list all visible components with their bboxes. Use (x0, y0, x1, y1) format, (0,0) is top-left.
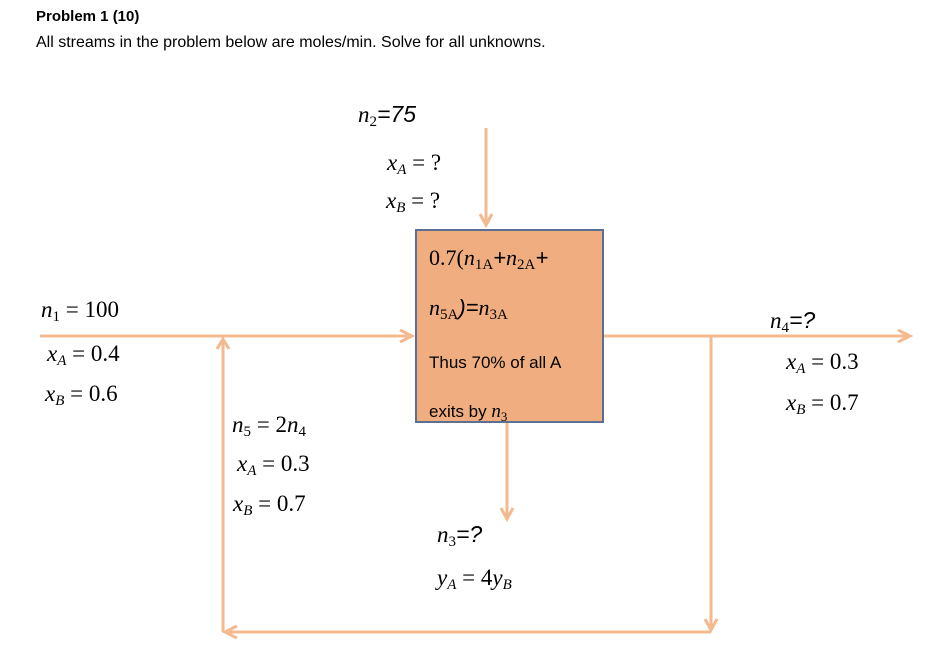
n4-label: n4=? (770, 307, 816, 336)
n1-label: n1 = 100 (41, 297, 119, 325)
n2-xb: xB = ? (386, 188, 441, 216)
n2-xa: xA = ? (387, 150, 442, 178)
box-note-line1: Thus 70% of all A (429, 353, 562, 372)
balance-equation-line2: n5A)=n3A (429, 295, 508, 323)
n5-xa: xA = 0.3 (237, 451, 310, 479)
box-note-line2: exits by $n_3$ (429, 401, 508, 424)
n5-xb: xB = 0.7 (233, 491, 306, 519)
n1-xa: xA = 0.4 (47, 341, 120, 369)
problem-title: Problem 1 (10) (36, 8, 140, 25)
n5-label: n5 = 2n4 (232, 412, 306, 440)
n3-composition: yA = 4yB (437, 565, 512, 593)
n2-label: n2=75 (358, 101, 417, 130)
process-unit-box (415, 229, 604, 423)
n1-xb: xB = 0.6 (45, 381, 118, 409)
n4-xb: xB = 0.7 (786, 390, 859, 418)
balance-equation-line1: 0.7(n1A+n2A+ (429, 245, 549, 273)
n3-label: n3=? (437, 521, 483, 550)
problem-instructions: All streams in the problem below are moles/min. Solve for all unknowns. (36, 34, 546, 51)
n4-xa: xA = 0.3 (786, 349, 859, 377)
